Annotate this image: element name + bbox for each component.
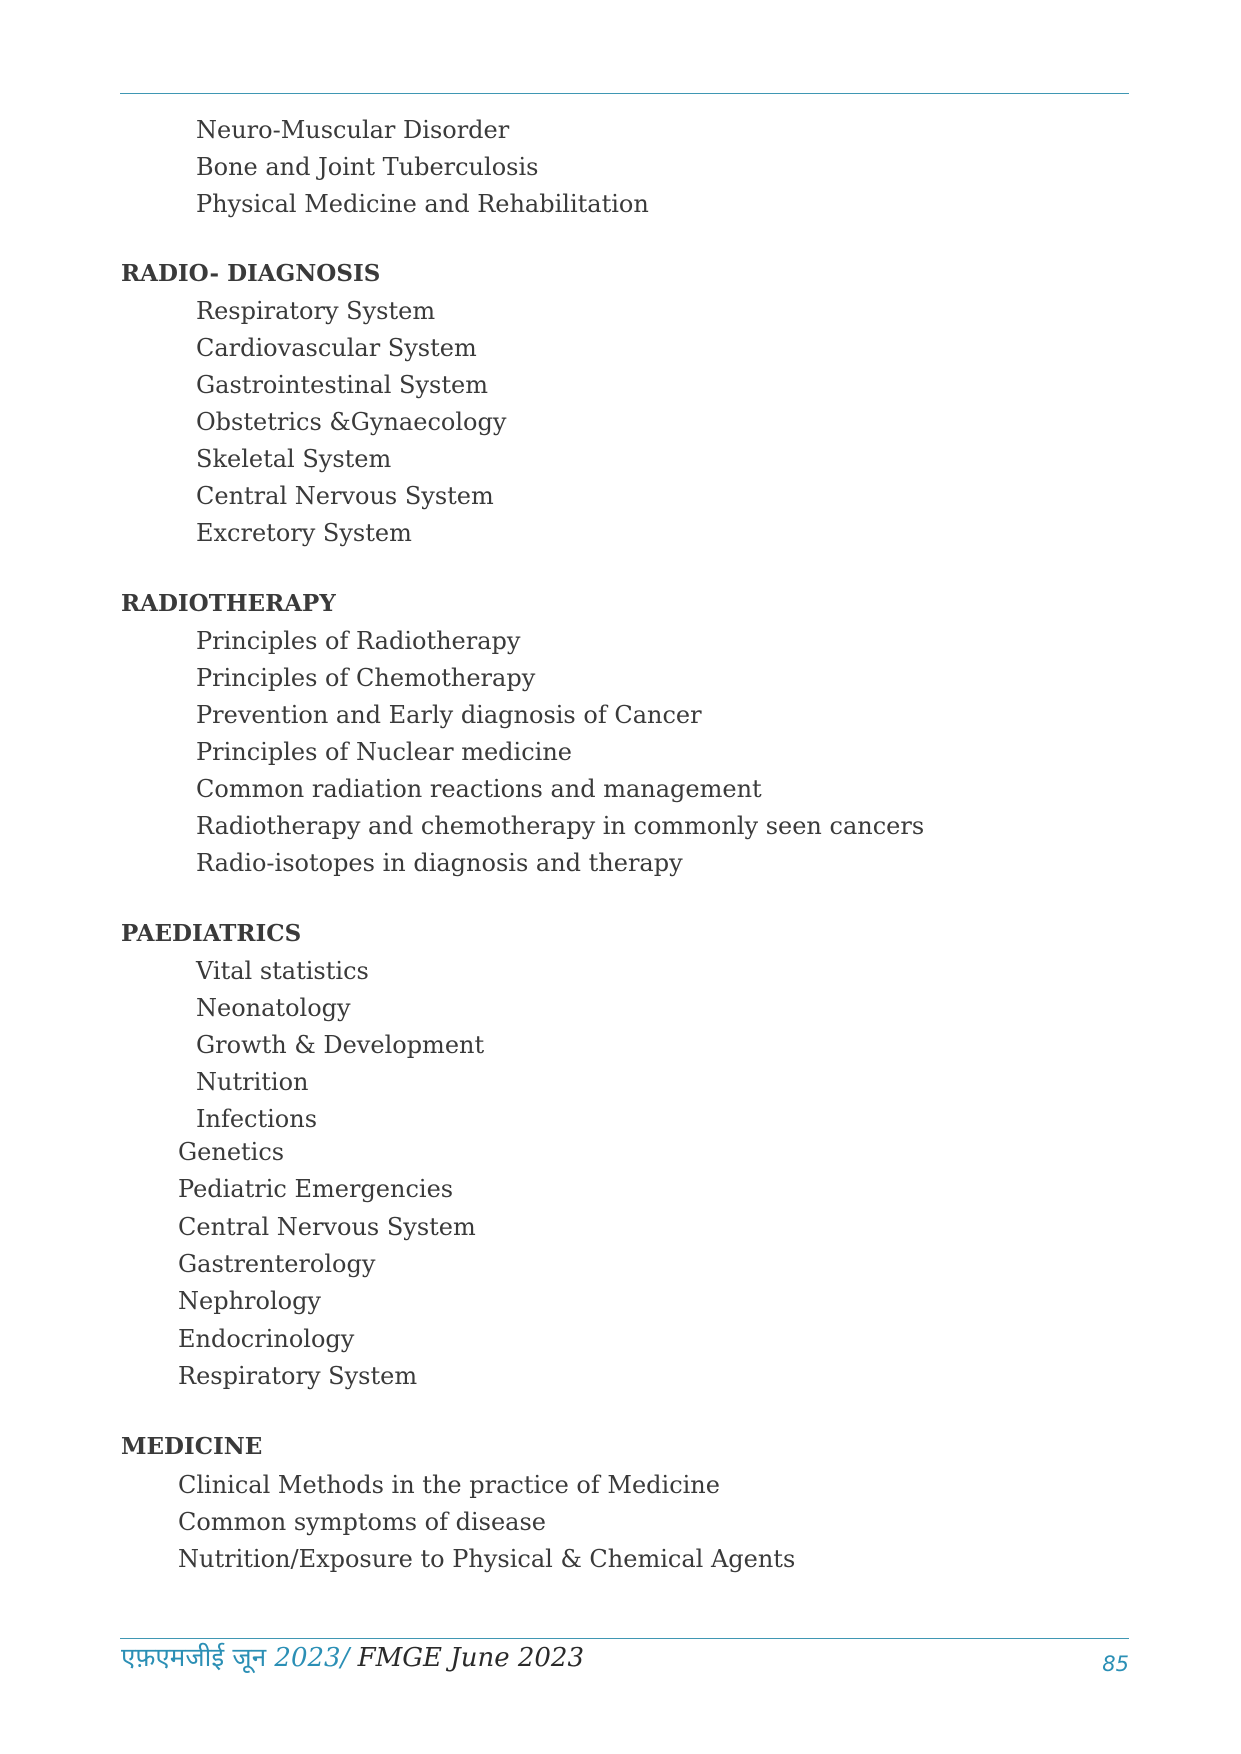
list-item: Skeletal System	[196, 445, 392, 473]
list-item: Infections	[196, 1105, 318, 1133]
list-item: Physical Medicine and Rehabilitation	[196, 190, 649, 218]
list-item: Gastrointestinal System	[196, 371, 488, 399]
section-heading-paediatrics: PAEDIATRICS	[121, 920, 302, 947]
list-item: Nephrology	[178, 1287, 321, 1315]
footer-title	[121, 1642, 584, 1674]
list-item: Genetics	[178, 1138, 285, 1166]
section-heading-radio-diagnosis: RADIO- DIAGNOSIS	[121, 260, 381, 287]
section-heading-medicine: MEDICINE	[121, 1433, 263, 1460]
list-item: Prevention and Early diagnosis of Cancer	[196, 701, 702, 729]
list-item: Bone and Joint Tuberculosis	[196, 153, 539, 181]
list-item: Vital statistics	[196, 957, 369, 985]
list-item: Respiratory System	[178, 1362, 418, 1390]
list-item: Gastrenterology	[178, 1250, 376, 1278]
footer-hindi-title: एफ़एमजीई जून	[121, 1643, 267, 1673]
section-heading-radiotherapy: RADIOTHERAPY	[121, 590, 336, 617]
list-item: Respiratory System	[196, 297, 436, 325]
footer-hindi-year: 2023/	[274, 1643, 350, 1673]
list-item: Central Nervous System	[196, 482, 494, 510]
list-item: Nutrition/Exposure to Physical & Chemical Agents	[178, 1545, 796, 1573]
footer-english-title: FMGE June 2023	[357, 1643, 585, 1673]
header-rule	[120, 93, 1129, 94]
list-item: Clinical Methods in the practice of Medicine	[178, 1471, 720, 1499]
list-item: Excretory System	[196, 519, 412, 547]
list-item: Endocrinology	[178, 1325, 355, 1353]
list-item: Principles of Nuclear medicine	[196, 738, 572, 766]
list-item: Pediatric Emergencies	[178, 1175, 454, 1203]
list-item: Obstetrics &Gynaecology	[196, 408, 507, 436]
footer-rule	[120, 1638, 1129, 1639]
list-item: Central Nervous System	[178, 1213, 476, 1241]
page-number: 85	[1102, 1652, 1129, 1676]
list-item: Radio-isotopes in diagnosis and therapy	[196, 849, 683, 877]
list-item: Neuro-Muscular Disorder	[196, 116, 510, 144]
list-item: Common symptoms of disease	[178, 1508, 547, 1536]
list-item: Principles of Chemotherapy	[196, 664, 536, 692]
list-item: Common radiation reactions and management	[196, 775, 762, 803]
list-item: Neonatology	[196, 994, 351, 1022]
list-item: Growth & Development	[196, 1031, 485, 1059]
list-item: Principles of Radiotherapy	[196, 627, 521, 655]
list-item: Cardiovascular System	[196, 334, 477, 362]
list-item: Nutrition	[196, 1068, 309, 1096]
list-item: Radiotherapy and chemotherapy in commonly seen cancers	[196, 812, 925, 840]
